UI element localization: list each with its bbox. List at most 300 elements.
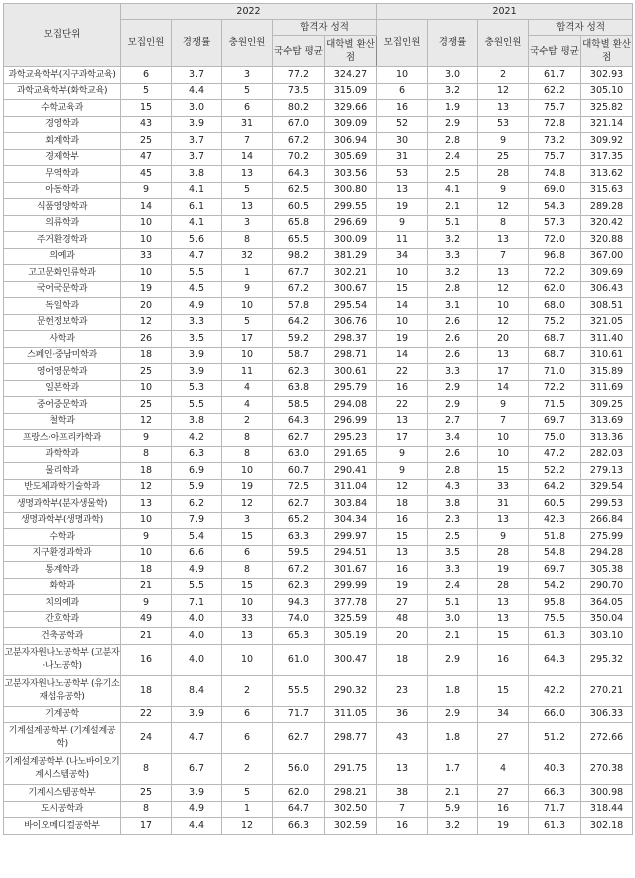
unit-cell: 도시공학과: [4, 801, 121, 818]
value-cell: 13: [478, 595, 529, 612]
value-cell: 303.56: [325, 166, 377, 183]
value-cell: 25: [478, 149, 529, 166]
value-cell: 71.7: [529, 801, 581, 818]
table-row: [4, 801, 633, 818]
value-cell: 1.7: [428, 754, 478, 785]
value-cell: 3.1: [428, 298, 478, 315]
value-cell: 2: [478, 67, 529, 84]
value-cell: 13: [377, 545, 428, 562]
value-cell: 9: [222, 281, 273, 298]
value-cell: 10: [222, 644, 273, 675]
value-cell: 63.0: [273, 446, 325, 463]
value-cell: 62.0: [273, 785, 325, 802]
value-cell: 2.8: [428, 133, 478, 150]
table-row: [4, 578, 633, 595]
value-cell: 21: [121, 628, 172, 645]
value-cell: 304.34: [325, 512, 377, 529]
table-row: [4, 706, 633, 723]
value-cell: 2.5: [428, 529, 478, 546]
value-cell: 10: [478, 430, 529, 447]
value-cell: 3.9: [172, 706, 222, 723]
value-cell: 24: [121, 723, 172, 754]
value-cell: 4.3: [428, 479, 478, 496]
value-cell: 58.7: [273, 347, 325, 364]
value-cell: 364.05: [581, 595, 633, 612]
value-cell: 298.71: [325, 347, 377, 364]
value-cell: 309.25: [581, 397, 633, 414]
value-cell: 9: [121, 595, 172, 612]
value-cell: 12: [222, 496, 273, 513]
value-cell: 270.21: [581, 675, 633, 706]
value-cell: 4.7: [172, 723, 222, 754]
value-cell: 15: [478, 675, 529, 706]
value-cell: 6.1: [172, 199, 222, 216]
unit-cell: 문헌정보학과: [4, 314, 121, 331]
value-cell: 4.0: [172, 644, 222, 675]
table-row: [4, 675, 633, 706]
value-cell: 68.7: [529, 347, 581, 364]
value-cell: 2.1: [428, 199, 478, 216]
extra-header: 충원인원: [478, 20, 529, 67]
unit-cell: 바이오메디컬공학부: [4, 818, 121, 835]
unit-cell: 통계학과: [4, 562, 121, 579]
unit-cell: 의예과: [4, 248, 121, 265]
value-cell: 57.3: [529, 215, 581, 232]
value-cell: 10: [121, 265, 172, 282]
value-cell: 1.9: [428, 100, 478, 117]
value-cell: 15: [121, 100, 172, 117]
value-cell: 329.66: [325, 100, 377, 117]
value-cell: 8.4: [172, 675, 222, 706]
unit-cell: 기계공학: [4, 706, 121, 723]
value-cell: 52: [377, 116, 428, 133]
value-cell: 2: [222, 675, 273, 706]
value-cell: 8: [478, 215, 529, 232]
value-cell: 15: [222, 529, 273, 546]
value-cell: 67.7: [273, 265, 325, 282]
table-row: [4, 166, 633, 183]
value-cell: 16: [478, 801, 529, 818]
table-row: [4, 100, 633, 117]
value-cell: 3.0: [172, 100, 222, 117]
value-cell: 12: [222, 818, 273, 835]
quota-header: 모집인원: [377, 20, 428, 67]
unit-cell: 과학교육학부(화학교육): [4, 83, 121, 100]
value-cell: 12: [478, 314, 529, 331]
value-cell: 96.8: [529, 248, 581, 265]
value-cell: 3.9: [172, 116, 222, 133]
value-cell: 53: [478, 116, 529, 133]
value-cell: 5.4: [172, 529, 222, 546]
value-cell: 20: [478, 331, 529, 348]
value-cell: 64.3: [273, 166, 325, 183]
value-cell: 13: [222, 628, 273, 645]
value-cell: 8: [121, 446, 172, 463]
table-row: [4, 215, 633, 232]
table-row: [4, 67, 633, 84]
value-cell: 3.8: [428, 496, 478, 513]
value-cell: 13: [121, 496, 172, 513]
value-cell: 10: [478, 298, 529, 315]
value-cell: 329.54: [581, 479, 633, 496]
value-cell: 94.3: [273, 595, 325, 612]
sat-avg-header: 국수탐 평균: [529, 36, 581, 67]
value-cell: 1: [222, 265, 273, 282]
value-cell: 2: [222, 413, 273, 430]
value-cell: 48: [377, 611, 428, 628]
value-cell: 71.5: [529, 397, 581, 414]
value-cell: 10: [121, 232, 172, 249]
value-cell: 9: [478, 182, 529, 199]
value-cell: 305.38: [581, 562, 633, 579]
value-cell: 324.27: [325, 67, 377, 84]
unit-cell: 간호학과: [4, 611, 121, 628]
value-cell: 4.1: [172, 182, 222, 199]
value-cell: 3: [222, 67, 273, 84]
value-cell: 5: [222, 182, 273, 199]
value-cell: 13: [478, 232, 529, 249]
table-row: [4, 818, 633, 835]
value-cell: 62.3: [273, 578, 325, 595]
value-cell: 321.05: [581, 314, 633, 331]
value-cell: 2.6: [428, 446, 478, 463]
value-cell: 27: [377, 595, 428, 612]
table-row: [4, 545, 633, 562]
value-cell: 6: [222, 723, 273, 754]
value-cell: 4.9: [172, 298, 222, 315]
value-cell: 42.3: [529, 512, 581, 529]
value-cell: 16: [377, 818, 428, 835]
value-cell: 8: [121, 754, 172, 785]
value-cell: 14: [478, 380, 529, 397]
value-cell: 73.5: [273, 83, 325, 100]
unit-cell: 기계설계공학부 (나노바이오기계시스템공학): [4, 754, 121, 785]
value-cell: 47.2: [529, 446, 581, 463]
value-cell: 2.8: [428, 463, 478, 480]
value-cell: 5: [222, 314, 273, 331]
value-cell: 3: [222, 512, 273, 529]
value-cell: 71.0: [529, 364, 581, 381]
value-cell: 5: [121, 83, 172, 100]
value-cell: 33: [222, 611, 273, 628]
value-cell: 302.50: [325, 801, 377, 818]
table-row: [4, 785, 633, 802]
value-cell: 56.0: [273, 754, 325, 785]
value-cell: 7.9: [172, 512, 222, 529]
table-row: [4, 281, 633, 298]
value-cell: 290.70: [581, 578, 633, 595]
value-cell: 301.67: [325, 562, 377, 579]
value-cell: 16: [377, 380, 428, 397]
value-cell: 64.2: [273, 314, 325, 331]
value-cell: 54.3: [529, 199, 581, 216]
table-row: [4, 611, 633, 628]
value-cell: 43: [377, 723, 428, 754]
value-cell: 15: [478, 628, 529, 645]
table-row: [4, 723, 633, 754]
value-cell: 69.7: [529, 413, 581, 430]
table-row: [4, 182, 633, 199]
value-cell: 6: [222, 706, 273, 723]
value-cell: 60.7: [273, 463, 325, 480]
value-cell: 10: [377, 67, 428, 84]
value-cell: 17: [377, 430, 428, 447]
value-cell: 296.99: [325, 413, 377, 430]
value-cell: 311.05: [325, 706, 377, 723]
extra-header: 충원인원: [222, 20, 273, 67]
value-cell: 19: [478, 562, 529, 579]
result-header: 합격자 성적: [529, 20, 633, 36]
value-cell: 3.5: [428, 545, 478, 562]
value-cell: 4: [478, 754, 529, 785]
value-cell: 40.3: [529, 754, 581, 785]
value-cell: 10: [222, 347, 273, 364]
value-cell: 61.0: [273, 644, 325, 675]
value-cell: 298.77: [325, 723, 377, 754]
value-cell: 3.2: [428, 232, 478, 249]
value-cell: 68.7: [529, 331, 581, 348]
value-cell: 67.2: [273, 562, 325, 579]
value-cell: 295.23: [325, 430, 377, 447]
value-cell: 294.51: [325, 545, 377, 562]
table-row: [4, 479, 633, 496]
unit-cell: 생명과학부(생명과학): [4, 512, 121, 529]
value-cell: 317.35: [581, 149, 633, 166]
value-cell: 5.3: [172, 380, 222, 397]
value-cell: 9: [478, 529, 529, 546]
competition-header: 경쟁률: [428, 20, 478, 67]
value-cell: 4.0: [172, 611, 222, 628]
year-2021-header: 2021: [377, 4, 633, 20]
value-cell: 19: [478, 818, 529, 835]
value-cell: 15: [377, 529, 428, 546]
value-cell: 54.2: [529, 578, 581, 595]
value-cell: 305.19: [325, 628, 377, 645]
value-cell: 5.5: [172, 397, 222, 414]
value-cell: 6: [377, 83, 428, 100]
value-cell: 4.9: [172, 562, 222, 579]
value-cell: 19: [377, 331, 428, 348]
value-cell: 72.2: [529, 380, 581, 397]
value-cell: 5.6: [172, 232, 222, 249]
value-cell: 300.61: [325, 364, 377, 381]
value-cell: 4.5: [172, 281, 222, 298]
value-cell: 306.43: [581, 281, 633, 298]
value-cell: 2.3: [428, 512, 478, 529]
value-cell: 300.67: [325, 281, 377, 298]
value-cell: 7: [478, 413, 529, 430]
value-cell: 2: [222, 754, 273, 785]
value-cell: 289.28: [581, 199, 633, 216]
value-cell: 65.8: [273, 215, 325, 232]
value-cell: 15: [478, 463, 529, 480]
value-cell: 11: [377, 232, 428, 249]
value-cell: 3.8: [172, 413, 222, 430]
value-cell: 61.7: [529, 67, 581, 84]
value-cell: 11: [222, 364, 273, 381]
value-cell: 64.2: [529, 479, 581, 496]
value-cell: 320.42: [581, 215, 633, 232]
value-cell: 9: [377, 446, 428, 463]
value-cell: 294.08: [325, 397, 377, 414]
value-cell: 12: [377, 479, 428, 496]
value-cell: 9: [121, 430, 172, 447]
value-cell: 9: [478, 133, 529, 150]
unit-cell: 철학과: [4, 413, 121, 430]
value-cell: 18: [121, 562, 172, 579]
value-cell: 3: [222, 215, 273, 232]
value-cell: 295.32: [581, 644, 633, 675]
value-cell: 282.03: [581, 446, 633, 463]
value-cell: 306.76: [325, 314, 377, 331]
unit-cell: 주거환경학과: [4, 232, 121, 249]
value-cell: 16: [377, 512, 428, 529]
value-cell: 266.84: [581, 512, 633, 529]
value-cell: 13: [478, 347, 529, 364]
value-cell: 1.8: [428, 723, 478, 754]
univ-score-header: 대학별 환산점: [325, 36, 377, 67]
value-cell: 8: [222, 430, 273, 447]
value-cell: 6: [222, 545, 273, 562]
value-cell: 10: [121, 380, 172, 397]
value-cell: 377.78: [325, 595, 377, 612]
value-cell: 2.5: [428, 166, 478, 183]
table-row: [4, 754, 633, 785]
value-cell: 3.3: [172, 314, 222, 331]
value-cell: 298.21: [325, 785, 377, 802]
value-cell: 4.9: [172, 801, 222, 818]
value-cell: 51.2: [529, 723, 581, 754]
value-cell: 302.59: [325, 818, 377, 835]
value-cell: 67.2: [273, 281, 325, 298]
value-cell: 25: [121, 397, 172, 414]
value-cell: 3.9: [172, 347, 222, 364]
unit-cell: 생명과학부(분자생물학): [4, 496, 121, 513]
value-cell: 9: [377, 463, 428, 480]
value-cell: 16: [478, 644, 529, 675]
value-cell: 73.2: [529, 133, 581, 150]
value-cell: 19: [222, 479, 273, 496]
value-cell: 2.9: [428, 116, 478, 133]
value-cell: 272.66: [581, 723, 633, 754]
value-cell: 10: [478, 446, 529, 463]
value-cell: 275.99: [581, 529, 633, 546]
value-cell: 9: [121, 529, 172, 546]
value-cell: 4.0: [172, 628, 222, 645]
value-cell: 3.0: [428, 611, 478, 628]
value-cell: 68.0: [529, 298, 581, 315]
table-row: [4, 529, 633, 546]
value-cell: 19: [377, 578, 428, 595]
value-cell: 302.93: [581, 67, 633, 84]
unit-cell: 치의예과: [4, 595, 121, 612]
value-cell: 42.2: [529, 675, 581, 706]
value-cell: 7.1: [172, 595, 222, 612]
unit-cell: 화학과: [4, 578, 121, 595]
value-cell: 10: [121, 512, 172, 529]
value-cell: 62.7: [273, 723, 325, 754]
table-row: [4, 298, 633, 315]
table-row: [4, 496, 633, 513]
unit-cell: 경영학과: [4, 116, 121, 133]
value-cell: 300.47: [325, 644, 377, 675]
value-cell: 310.61: [581, 347, 633, 364]
unit-cell: 의류학과: [4, 215, 121, 232]
value-cell: 4.1: [428, 182, 478, 199]
result-header: 합격자 성적: [273, 20, 377, 36]
value-cell: 309.09: [325, 116, 377, 133]
value-cell: 5.5: [172, 265, 222, 282]
value-cell: 2.1: [428, 628, 478, 645]
value-cell: 325.59: [325, 611, 377, 628]
value-cell: 5.1: [428, 595, 478, 612]
value-cell: 309.69: [581, 265, 633, 282]
value-cell: 9: [377, 215, 428, 232]
value-cell: 12: [478, 281, 529, 298]
value-cell: 19: [121, 281, 172, 298]
unit-cell: 사학과: [4, 331, 121, 348]
value-cell: 321.14: [581, 116, 633, 133]
unit-cell: 아동학과: [4, 182, 121, 199]
unit-cell: 지구환경과학과: [4, 545, 121, 562]
table-row: [4, 314, 633, 331]
value-cell: 22: [377, 364, 428, 381]
value-cell: 65.2: [273, 512, 325, 529]
value-cell: 291.65: [325, 446, 377, 463]
univ-score-header: 대학별 환산점: [581, 36, 633, 67]
value-cell: 64.3: [273, 413, 325, 430]
value-cell: 350.04: [581, 611, 633, 628]
value-cell: 299.99: [325, 578, 377, 595]
value-cell: 381.29: [325, 248, 377, 265]
value-cell: 12: [478, 83, 529, 100]
value-cell: 5.9: [172, 479, 222, 496]
value-cell: 313.69: [581, 413, 633, 430]
value-cell: 3.5: [172, 331, 222, 348]
unit-cell: 과학교육학부(지구과학교육): [4, 67, 121, 84]
value-cell: 3.0: [428, 67, 478, 84]
unit-cell: 식품영양학과: [4, 199, 121, 216]
value-cell: 12: [478, 199, 529, 216]
value-cell: 31: [377, 149, 428, 166]
value-cell: 2.4: [428, 149, 478, 166]
value-cell: 325.82: [581, 100, 633, 117]
value-cell: 6: [222, 100, 273, 117]
value-cell: 2.8: [428, 281, 478, 298]
unit-cell: 경제학부: [4, 149, 121, 166]
table-row: [4, 430, 633, 447]
unit-header: 모집단위: [4, 4, 121, 67]
value-cell: 27: [478, 785, 529, 802]
value-cell: 72.0: [529, 232, 581, 249]
value-cell: 5.1: [428, 215, 478, 232]
table-row: [4, 595, 633, 612]
value-cell: 4: [222, 380, 273, 397]
table-row: [4, 149, 633, 166]
value-cell: 3.7: [172, 67, 222, 84]
year-2022-header: 2022: [121, 4, 377, 20]
unit-cell: 영어영문학과: [4, 364, 121, 381]
value-cell: 6: [121, 67, 172, 84]
value-cell: 270.38: [581, 754, 633, 785]
value-cell: 49: [121, 611, 172, 628]
value-cell: 14: [377, 298, 428, 315]
value-cell: 367.00: [581, 248, 633, 265]
value-cell: 295.54: [325, 298, 377, 315]
value-cell: 69.7: [529, 562, 581, 579]
table-row: [4, 83, 633, 100]
value-cell: 31: [222, 116, 273, 133]
